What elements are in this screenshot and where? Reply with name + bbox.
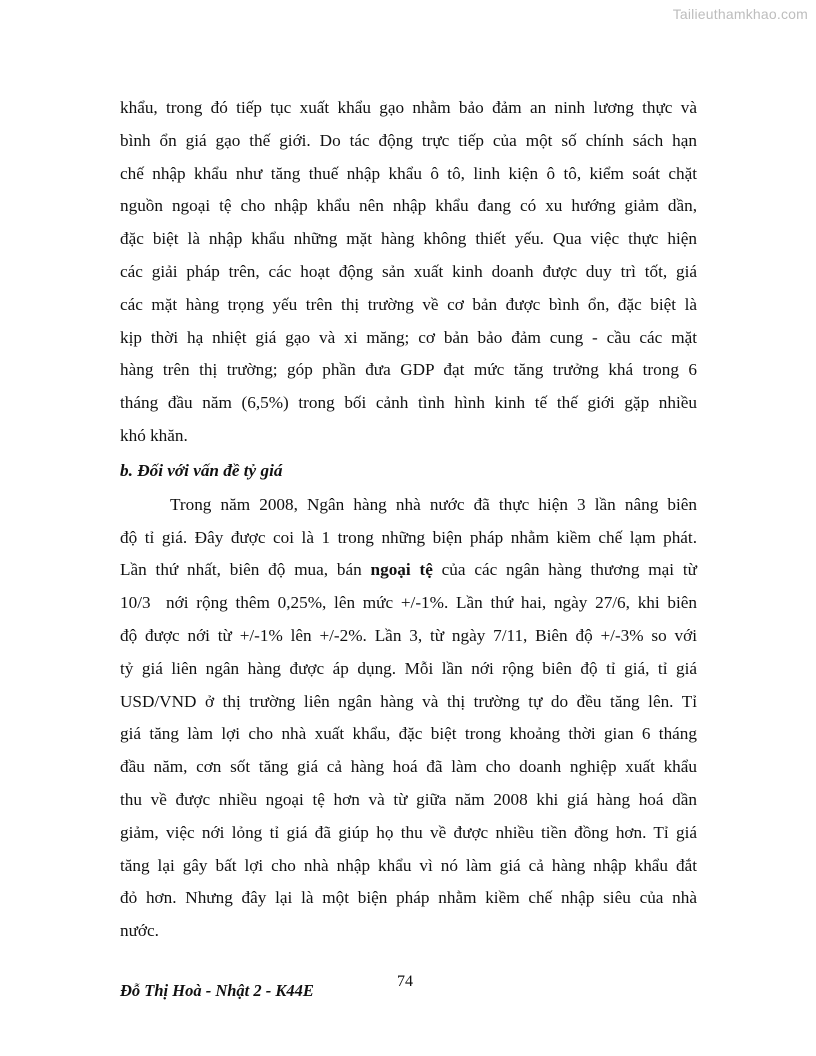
text-line: thu về được nhiều ngoại tệ hơn và từ giữa năm 2008 khi giá hàng hoá dần: [120, 789, 697, 809]
text-line: USD/VND ở thị trường liên ngân hàng và thị trường tự do đều tăng lên. Tỉ: [120, 691, 697, 711]
text-line: khẩu, trong đó tiếp tục xuất khẩu gạo nhằm bảo đảm an ninh lương thực và: [120, 98, 697, 117]
text-line: tăng lại gây bất lợi cho nhà nhập khẩu vì nó làm giá cả hàng nhập khẩu đắt: [120, 855, 697, 875]
text-line: đỏ hơn. Nhưng đây lại là một biện pháp nhằm kiềm chế nhập siêu của nhà: [120, 888, 697, 908]
text-run: của các ngân hàng thương mại từ: [432, 560, 697, 580]
text-line: tỷ giá liên ngân hàng được áp dụng. Mỗi lần nới rộng biên độ tỉ giá, tỉ giá: [120, 658, 697, 678]
text-line: nguồn ngoại tệ cho nhập khẩu nên nhập khẩu đang có xu hướng giảm dần,: [120, 196, 697, 216]
text-line: giảm, việc nới lỏng tỉ giá đã giúp họ thu về được nhiều tiền đồng hơn. Tỉ giá: [120, 822, 697, 842]
text-line: giá tăng làm lợi cho nhà xuất khẩu, đặc biệt trong khoảng thời gian 6 tháng: [120, 724, 697, 744]
watermark: Tailieuthamkhao.com: [672, 6, 808, 22]
text-line: độ tỉ giá. Đây được coi là 1 trong những biện pháp nhằm kiềm chế lạm phát.: [120, 527, 697, 547]
text-line: các mặt hàng trọng yếu trên thị trường về cơ bản được bình ổn, đặc biệt là: [120, 294, 697, 314]
text-line: tháng đầu năm (6,5%) trong bối cảnh tình hình kinh tế thế giới gặp nhiều: [120, 393, 697, 413]
text-line: độ được nới từ +/-1% lên +/-2%. Lần 3, từ ngày 7/11, Biên độ +/-3% so với: [120, 625, 697, 645]
paragraph-1: [120, 92, 697, 453]
text-line: các giải pháp trên, các hoạt động sản xuất kinh doanh được duy trì tốt, giá: [120, 261, 697, 281]
text-line: [120, 554, 697, 587]
text-line: chế nhập khẩu như tăng thuế nhập khẩu ô tô, linh kiện ô tô, kiểm soát chặt: [120, 163, 697, 183]
page-number: 74: [397, 973, 413, 990]
text-line: 10/3 nới rộng thêm 0,25%, lên mức +/-1%. Lần thứ hai, ngày 27/6, khi biên: [120, 593, 697, 613]
footer-author: Đỗ Thị Hoà - Nhật 2 - K44E: [120, 981, 314, 1000]
paragraph-2: [120, 489, 697, 948]
text-line: khó khăn.: [120, 425, 188, 445]
bold-term: ngoại tệ: [370, 560, 433, 580]
text-line: nước.: [120, 921, 159, 941]
text-line: hàng trên thị trường; góp phần đưa GDP đạt mức tăng trưởng khá trong 6: [120, 360, 697, 380]
page-body: [120, 92, 697, 948]
text-line: đặc biệt là nhập khẩu những mặt hàng không thiết yếu. Qua việc thực hiện: [120, 229, 697, 249]
text-line: kịp thời hạ nhiệt giá gạo và xi măng; cơ bản bảo đảm cung - cầu các mặt: [120, 327, 697, 347]
text-line: Trong năm 2008, Ngân hàng nhà nước đã thực hiện 3 lần nâng biên: [170, 494, 697, 514]
text-run: Lần thứ nhất, biên độ mua, bán: [120, 560, 371, 580]
text-line: đầu năm, cơn sốt tăng giá cả hàng hoá đã làm cho doanh nghiệp xuất khẩu: [120, 757, 697, 777]
section-heading: b. Đối với vấn đề tỷ giá: [120, 460, 283, 480]
text-line: bình ổn giá gạo thế giới. Do tác động trực tiếp của một số chính sách hạn: [120, 130, 697, 150]
